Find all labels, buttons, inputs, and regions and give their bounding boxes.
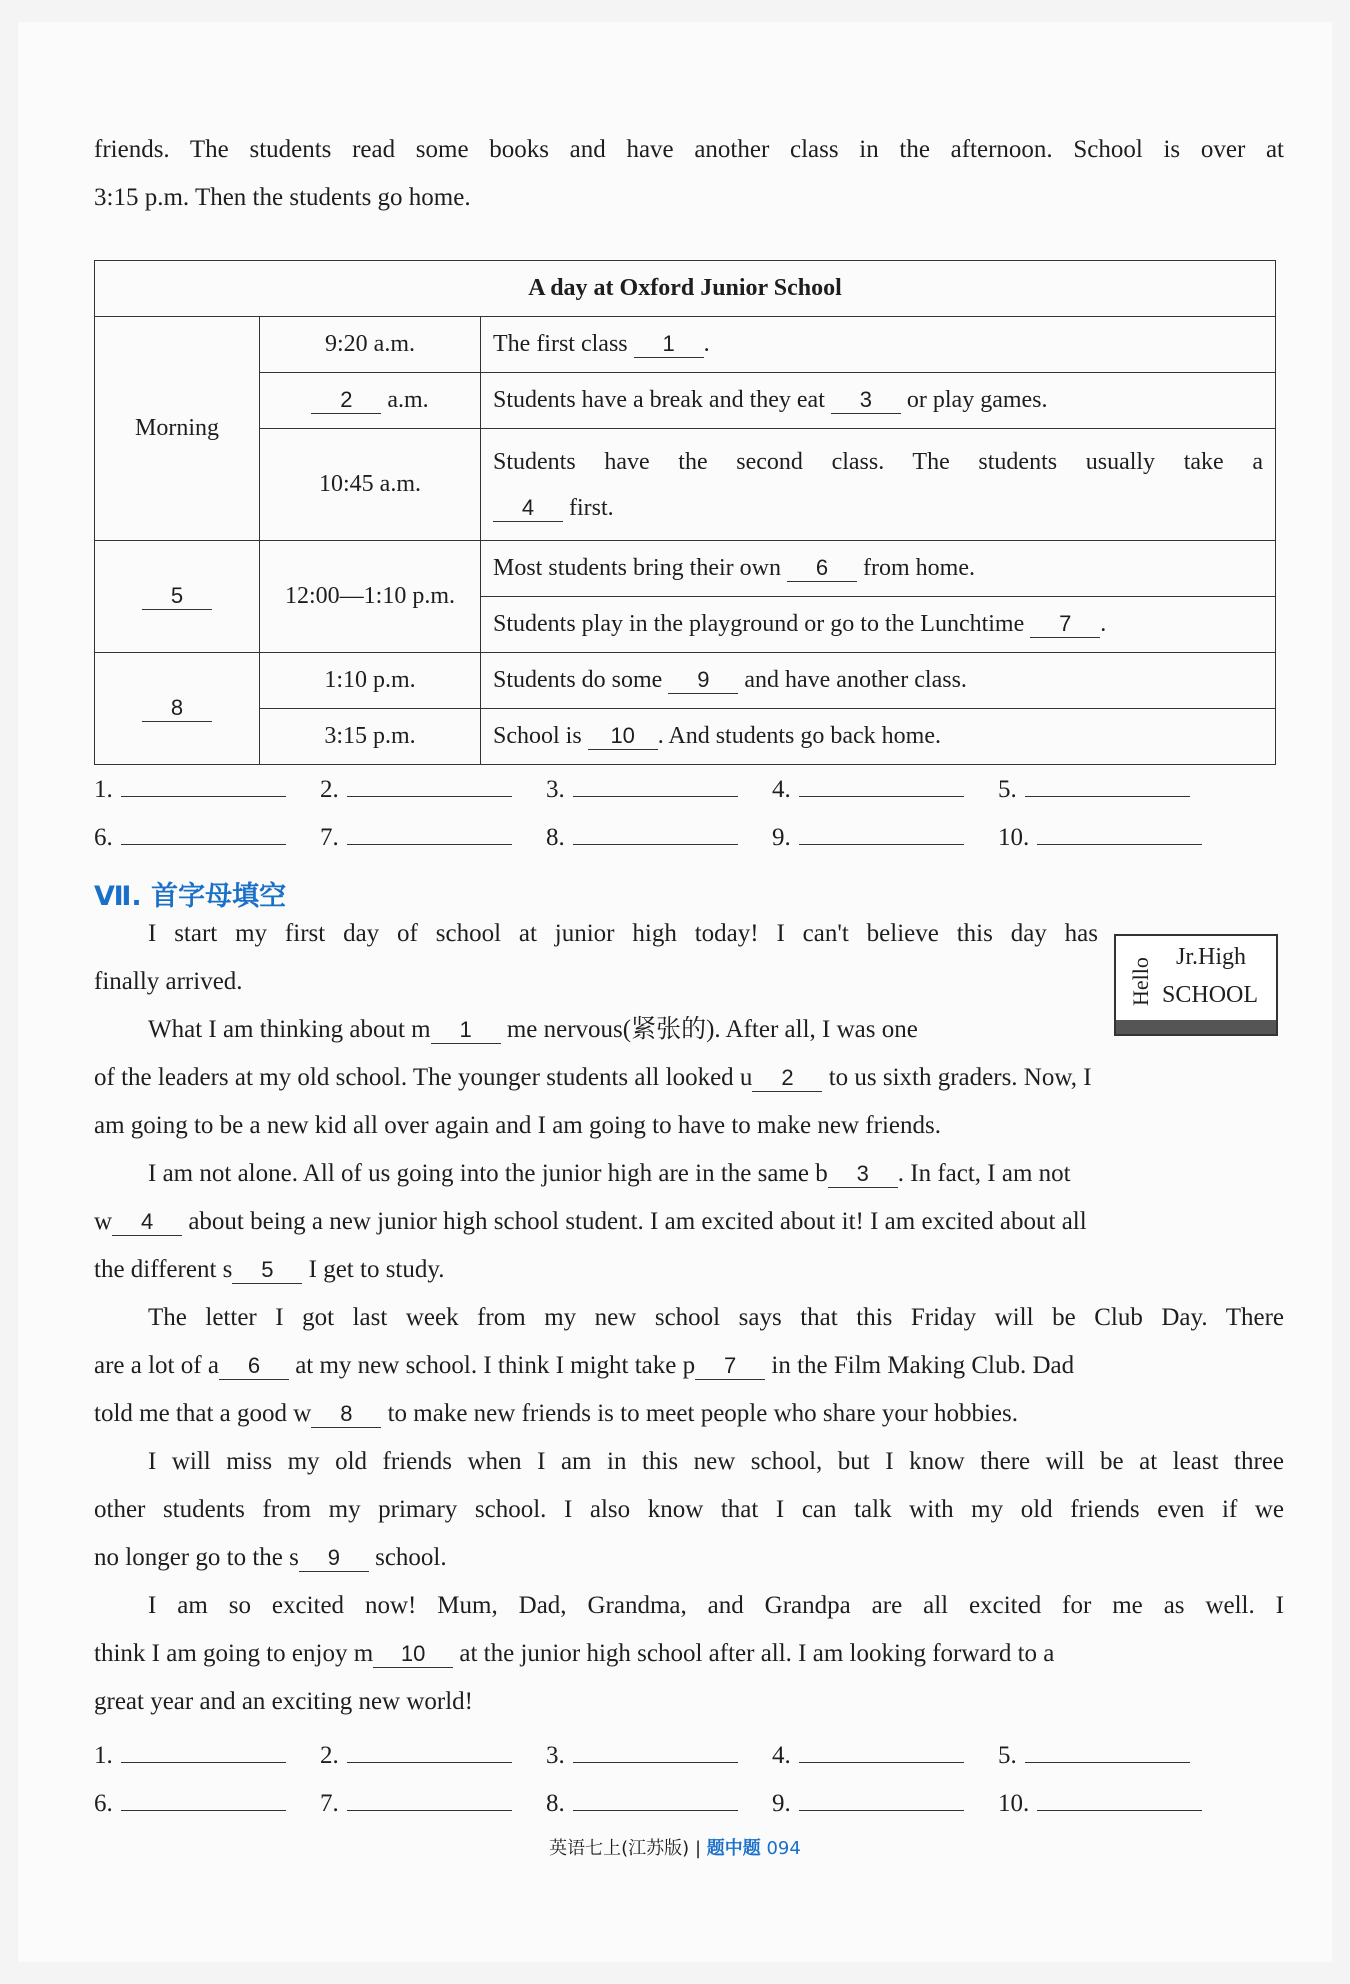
blank-9: 9: [299, 1545, 369, 1572]
page-number: 094: [766, 1838, 801, 1859]
blank-3: 3: [831, 387, 901, 414]
blank-6: 6: [787, 555, 857, 582]
section-title: Ⅶ. 首字母填空: [94, 881, 287, 912]
blank-8: 8: [142, 695, 212, 722]
hello-vertical-text: [1128, 948, 1156, 1008]
logo-jr-high: Jr.High: [1176, 944, 1247, 970]
activity-text: or play games.: [906, 387, 1048, 413]
intro-line-1: friends. The students read some books and have another class in the afternoon. School is over at: [94, 136, 1284, 163]
passage-line: are a lot of a 6 at my new school. I think I might take p 7 in the Film Making Club. Dad: [94, 1352, 1075, 1379]
intro-line-2: 3:15 p.m. Then the students go home.: [94, 184, 471, 211]
footer-book: 英语七上(江苏版): [549, 1838, 690, 1859]
passage-line: the different s 5 I get to study.: [94, 1256, 445, 1283]
activity-cell: [481, 541, 1276, 597]
passage-line: am going to be a new kid all over again and I am going to have to make new friends.: [94, 1112, 941, 1139]
passage-line: I am so excited now! Mum, Dad, Grandma, and Grandpa are all excited for me as well. I: [148, 1592, 1284, 1619]
answer-slot[interactable]: 5.: [998, 1740, 1190, 1770]
activity-cell: [481, 653, 1276, 709]
passage-line: What I am thinking about m 1 me nervous(紧张的). After all, I was one: [148, 1016, 918, 1043]
activity-text: Students play in the playground or go to the Lunchtime: [493, 611, 1025, 637]
answer-slot[interactable]: 4.: [772, 774, 964, 804]
answer-slot[interactable]: 4.: [772, 1740, 964, 1770]
activity-cell: Students play in the playground or go to the Lunchtime 7 .: [481, 597, 1276, 653]
blank-4: 4: [112, 1209, 182, 1236]
answer-slot[interactable]: 3.: [546, 774, 738, 804]
time-cell: [260, 373, 481, 429]
answer-slot[interactable]: 9.: [772, 1788, 964, 1818]
passage-line: think I am going to enjoy m 10 at the junior high school after all. I am looking forward to a: [94, 1640, 1055, 1667]
blank-1: 1: [634, 331, 704, 358]
time-cell: 10:45 a.m.: [260, 429, 481, 541]
passage-line: I am not alone. All of us going into the junior high are in the same b 3 . In fact, I am not: [148, 1160, 1071, 1187]
blank-5: 5: [142, 583, 212, 610]
footer-brand: 题中题: [706, 1838, 761, 1859]
activity-text: Students have the second class. The students usually take a: [493, 448, 1263, 475]
time-suffix: a.m.: [387, 387, 429, 413]
activity-text: Most students bring their own: [493, 555, 781, 581]
passage-line: w 4 about being a new junior high school student. I am excited about it! I am excited about all: [94, 1208, 1087, 1235]
time-cell: 1:10 p.m.: [260, 653, 481, 709]
activity-text: . And students go back home.: [657, 723, 941, 749]
activity-text: The first class: [493, 331, 628, 357]
passage-line: other students from my primary school. I also know that I can talk with my old friends even if we: [94, 1496, 1284, 1523]
activity-cell: [481, 429, 1276, 541]
logo-school: SCHOOL: [1162, 982, 1259, 1008]
svg-text:Hello: Hello: [1128, 957, 1153, 1006]
answer-slot[interactable]: 1.: [94, 1740, 286, 1770]
passage-line: I start my first day of school at junior high today! I can't believe this day has: [148, 920, 1098, 947]
period-morning: Morning: [95, 317, 260, 541]
answer-lines-table: [94, 774, 1284, 870]
activity-text: School is: [493, 723, 582, 749]
answer-slot[interactable]: 2.: [320, 1740, 512, 1770]
time-cell: 9:20 a.m.: [260, 317, 481, 373]
passage-line: great year and an exciting new world!: [94, 1688, 474, 1715]
answer-slot[interactable]: 6.: [94, 822, 286, 852]
blank-4: 4: [493, 495, 563, 522]
page-footer: [18, 1834, 1332, 1860]
answer-slot[interactable]: 2.: [320, 774, 512, 804]
passage-line: told me that a good w 8 to make new friends is to meet people who share your hobbies.: [94, 1400, 1018, 1427]
time-cell: 3:15 p.m.: [260, 709, 481, 765]
blank-2: 2: [311, 387, 381, 414]
answer-slot[interactable]: 7.: [320, 822, 512, 852]
answer-slot[interactable]: 3.: [546, 1740, 738, 1770]
passage-line: of the leaders at my old school. The younger students all looked u 2 to us sixth graders. Now, I: [94, 1064, 1092, 1091]
answer-slot[interactable]: 10.: [998, 822, 1202, 852]
activity-text: Students have a break and they eat: [493, 387, 825, 413]
blank-7: 7: [1030, 611, 1100, 638]
blank-2: 2: [752, 1065, 822, 1092]
activity-text: Students do some: [493, 667, 663, 693]
blank-3: 3: [828, 1161, 898, 1188]
answer-slot[interactable]: 6.: [94, 1788, 286, 1818]
blank-10: 10: [588, 723, 658, 750]
activity-cell: The first class 1 .: [481, 317, 1276, 373]
period-cell: [95, 541, 260, 653]
time-cell: 12:00—1:10 p.m.: [260, 541, 481, 653]
passage-line: finally arrived.: [94, 968, 243, 995]
worksheet-page: [18, 22, 1332, 1962]
answer-slot[interactable]: 1.: [94, 774, 286, 804]
activity-text: from home.: [863, 555, 975, 581]
blank-9: 9: [668, 667, 738, 694]
blank-6: 6: [219, 1353, 289, 1380]
footer-separator: |: [694, 1838, 702, 1859]
answer-slot[interactable]: 10.: [998, 1788, 1202, 1818]
answer-lines-section7: [94, 1740, 1284, 1836]
passage-line: The letter I got last week from my new school says that this Friday will be Club Day. There: [148, 1304, 1284, 1331]
blank-1: 1: [431, 1017, 501, 1044]
table-title: A day at Oxford Junior School: [95, 261, 1276, 317]
answer-slot[interactable]: 9.: [772, 822, 964, 852]
jr-high-school-logo: [1114, 934, 1278, 1036]
activity-text: first.: [569, 494, 614, 521]
passage-line: no longer go to the s 9 school.: [94, 1544, 447, 1571]
activity-cell: [481, 373, 1276, 429]
blank-10: 10: [373, 1641, 453, 1668]
answer-slot[interactable]: 8.: [546, 1788, 738, 1818]
activity-cell: [481, 709, 1276, 765]
blank-5: 5: [232, 1257, 302, 1284]
answer-slot[interactable]: 5.: [998, 774, 1190, 804]
blank-8: 8: [311, 1401, 381, 1428]
answer-slot[interactable]: 7.: [320, 1788, 512, 1818]
logo-bar: [1116, 1020, 1276, 1034]
activity-text: and have another class.: [744, 667, 967, 693]
school-day-table: [94, 260, 1276, 765]
answer-slot[interactable]: 8.: [546, 822, 738, 852]
blank-7: 7: [695, 1353, 765, 1380]
period-cell: [95, 653, 260, 765]
passage-line: I will miss my old friends when I am in this new school, but I know there will be at least three: [148, 1448, 1284, 1475]
